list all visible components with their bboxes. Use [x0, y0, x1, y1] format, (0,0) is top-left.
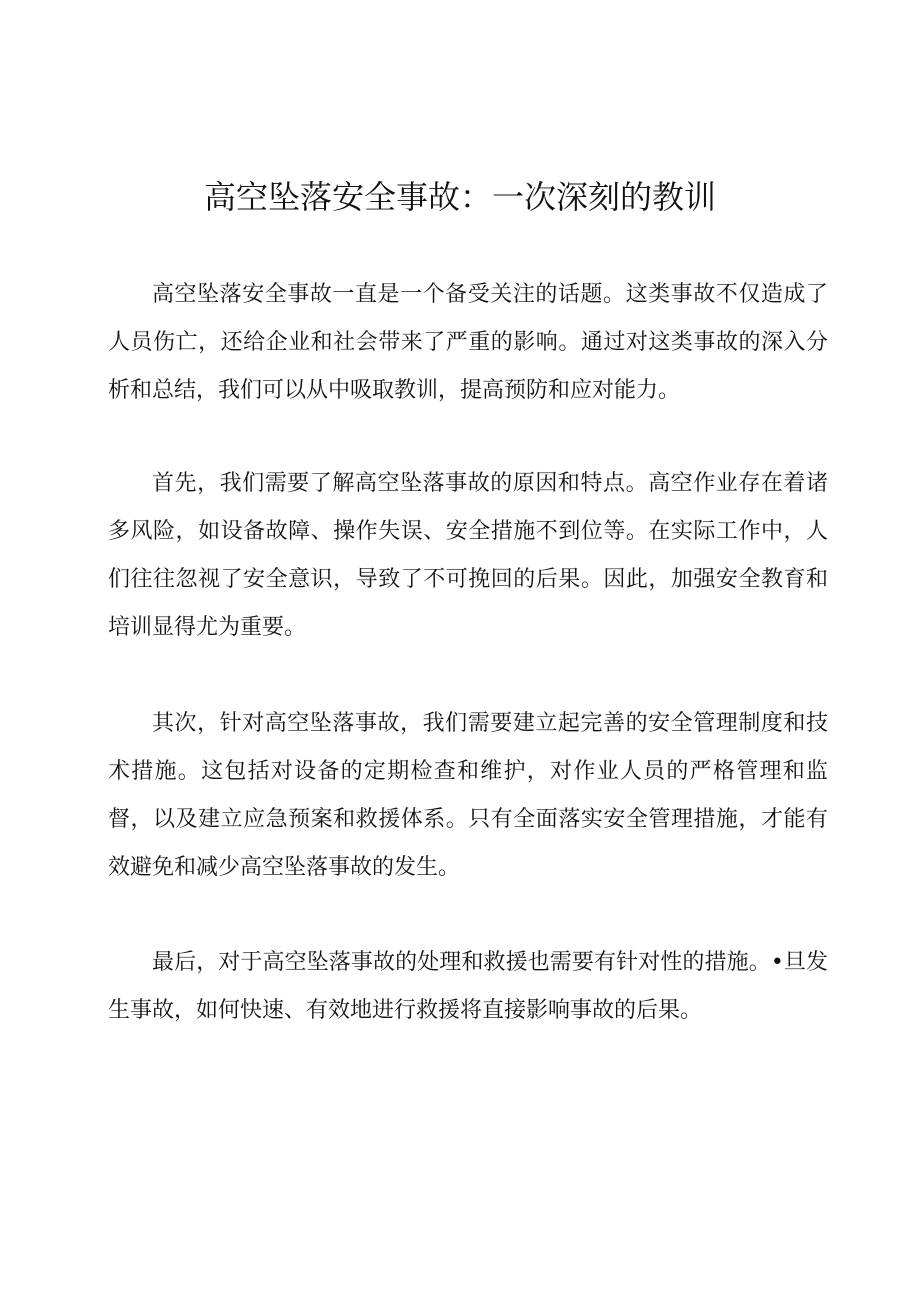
- page-title: 高空坠落安全事故：一次深刻的教训: [203, 178, 716, 216]
- body-paragraph: 首先，我们需要了解高空坠落事故的原因和特点。高空作业存在着诸多风险，如设备故障、操作失误、安全措施不到位等。在实际工作中，人们往往忽视了安全意识，导致了不可挽回的后果。因此，加强安全教育和培训显得尤为重要。: [108, 471, 828, 640]
- body-paragraph: 高空坠落安全事故一直是一个备受关注的话题。这类事故不仅造成了人员伤亡，还给企业和社会带来了严重的影响。通过对这类事故的深入分析和总结，我们可以从中吸取教训，提高预防和应对能力。: [108, 282, 828, 403]
- body-paragraph: 其次，针对高空坠落事故，我们需要建立起完善的安全管理制度和技术措施。这包括对设备的定期检查和维护，对作业人员的严格管理和监督，以及建立应急预案和救援体系。只有全面落实安全管理措施，才能有效避免和减少高空坠落事故的发生。: [108, 711, 828, 880]
- body-paragraph: 最后，对于高空坠落事故的处理和救援也需要有针对性的措施。•旦发生事故，如何快速、有效地进行救援将直接影响事故的后果。: [108, 950, 828, 1023]
